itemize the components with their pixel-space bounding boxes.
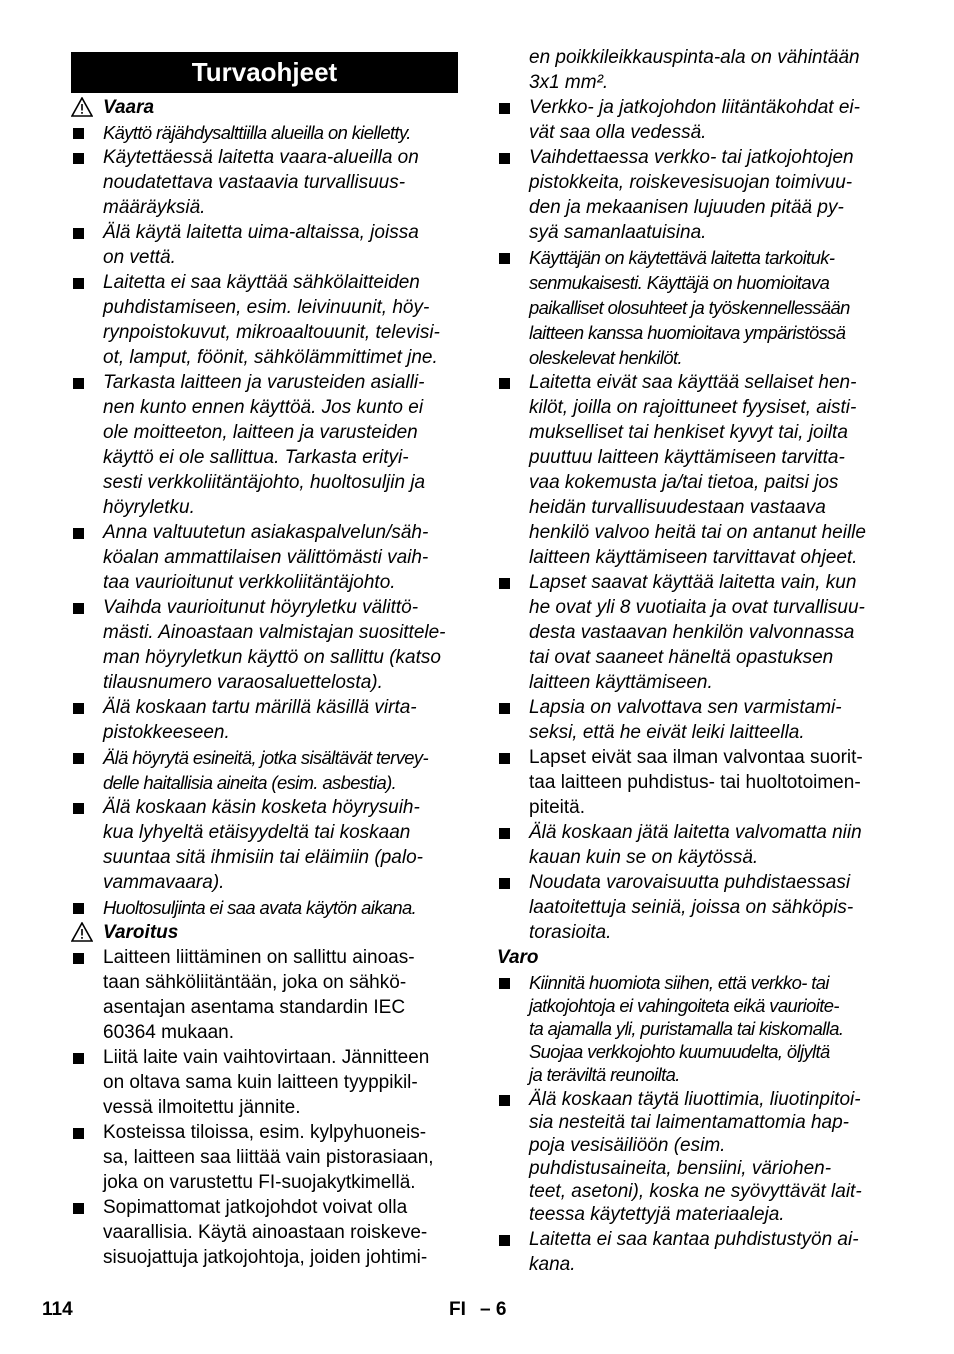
- list-item-line: Vaihdettaessa verkko- tai jatkojohtojen: [529, 147, 854, 168]
- list-item-line: ja teräviltä reunoilta.: [529, 1064, 680, 1085]
- list-item-line: henkilö valvoo heitä tai on antanut heille: [529, 522, 866, 543]
- list-item-line: mästi. Ainoastaan valmistajan suosittele-: [103, 622, 446, 643]
- bullet-icon: [499, 703, 510, 714]
- list-item-line: Laitetta ei saa käyttää sähkölaitteiden: [103, 272, 420, 293]
- section-title: Turvaohjeet: [71, 52, 458, 93]
- bullet-icon: [499, 253, 510, 264]
- list-item-line: noudatettava vastaavia turvallisuus-: [103, 172, 406, 193]
- list-item-line: man höyryletkun käyttö on sallittu (katso: [103, 647, 441, 668]
- list-item-line: Liitä laite vain vaihtovirtaan. Jännitteen: [103, 1047, 430, 1068]
- warning-triangle-icon: [71, 97, 93, 117]
- bullet-icon: [499, 103, 510, 114]
- list-item-line: en poikkileikkauspinta-ala on vähintään: [529, 47, 860, 68]
- list-item-line: poja vesisäiliöön (esim.: [529, 1135, 726, 1156]
- bullet-icon: [73, 603, 84, 614]
- list-item-line: kana.: [529, 1254, 576, 1275]
- list-item-line: taan sähköliitäntään, joka on sähkö-: [103, 972, 407, 993]
- list-item-line: Noudata varovaisuutta puhdistaessasi: [529, 872, 851, 893]
- list-item-line: Laitteen liittäminen on sallittu ainoas-: [103, 947, 415, 968]
- list-item-line: senmukaisesti. Käyttäjä on huomioitava: [529, 272, 830, 293]
- list-item-line: kua lyhyeltä etäisyydeltä tai koskaan: [103, 822, 411, 843]
- list-item-line: pistokkeeseen.: [103, 722, 230, 743]
- list-item-line: pistokkeita, roiskevesisuojan toimivuu-: [529, 172, 853, 193]
- bullet-icon: [73, 1128, 84, 1139]
- list-item-line: ta ajamalla yli, puristamalla tai kiskomalla.: [529, 1018, 844, 1039]
- list-item-line: sa, laitteen saa liittää vain pistorasiaan,: [103, 1147, 434, 1168]
- list-item-line: den ja mekaanisen lujuuden pitää py-: [529, 197, 844, 218]
- list-item-line: Anna valtuutetun asiakaspalvelun/säh-: [103, 522, 429, 543]
- bullet-icon: [499, 378, 510, 389]
- list-item-line: taa laitteen puhdistus- tai huoltotoimen-: [529, 772, 861, 793]
- bullet-icon: [499, 1235, 510, 1246]
- list-item-line: heidän turvallisuudestaan vastaava: [529, 497, 826, 518]
- list-item-line: Käytettäessä laitetta vaara-alueilla on: [103, 147, 419, 168]
- list-item-line: sisuojattuja jatkojohtoja, joiden johtimi-: [103, 1247, 428, 1268]
- list-item-line: vammavaara).: [103, 872, 225, 893]
- list-item-line: sia nesteitä tai laimentamattomia hap-: [529, 1112, 849, 1133]
- list-item-line: Laitetta ei saa kantaa puhdistustyön ai-: [529, 1229, 859, 1250]
- list-item-line: Lapsia on valvottava sen varmistami-: [529, 697, 842, 718]
- bullet-icon: [73, 278, 84, 289]
- bullet-icon: [499, 153, 510, 164]
- bullet-icon: [73, 1053, 84, 1064]
- list-item-line: syä samanlaatuisina.: [529, 222, 707, 243]
- list-item-line: he ovat yli 8 vuotiaita ja ovat turvallisuu-: [529, 597, 865, 618]
- language-code: FI: [449, 1299, 466, 1320]
- list-item-line: Vaihda vaurioitunut höyryletku välittö-: [103, 597, 419, 618]
- heading-varoitus: Varoitus: [103, 922, 179, 943]
- bullet-icon: [73, 153, 84, 164]
- list-item-line: torasioita.: [529, 922, 612, 943]
- list-item-line: Lapset saavat käyttää laitetta vain, kun: [529, 572, 857, 593]
- list-item-line: vät saa olla vedessä.: [529, 122, 707, 143]
- list-item-line: oleskelevat henkilöt.: [529, 347, 683, 368]
- list-item-line: Älä käytä laitetta uima-altaissa, joissa: [103, 222, 419, 243]
- bullet-icon: [499, 1095, 510, 1106]
- list-item-line: Kiinnitä huomiota siihen, että verkko- tai: [529, 972, 829, 993]
- list-item-line: ole moitteeton, laitteen ja varusteiden: [103, 422, 418, 443]
- list-item-line: Älä koskaan tartu märillä käsillä virta-: [103, 697, 417, 718]
- list-item-line: kauan kuin se on käytössä.: [529, 847, 759, 868]
- list-item-line: Älä koskaan jätä laitetta valvomatta niin: [529, 822, 862, 843]
- section-number: – 6: [480, 1299, 507, 1320]
- list-item-line: seksi, että he eivät leiki laitteella.: [529, 722, 805, 743]
- list-item-line: jatkojohtoja ei vahingoiteta eikä vaurioite-: [529, 995, 839, 1016]
- bullet-icon: [73, 228, 84, 239]
- list-item-line: puhdistamiseen, esim. leivinuunit, höy-: [103, 297, 430, 318]
- list-item-line: on oltava sama kuin laitteen tyyppikil-: [103, 1072, 418, 1093]
- list-item-line: mukselliset tai henkiset kyvyt tai, joilta: [529, 422, 848, 443]
- list-item-line: desta vastaavan henkilön valvonnassa: [529, 622, 855, 643]
- list-item-line: Käyttö räjähdysalttiilla alueilla on kielletty.: [103, 122, 411, 143]
- bullet-icon: [73, 953, 84, 964]
- list-item-line: asentajan asentama standardin IEC: [103, 997, 406, 1018]
- list-item-line: vessä ilmoitettu jännite.: [103, 1097, 301, 1118]
- list-item-line: 3x1 mm².: [529, 72, 609, 93]
- list-item-line: käyttö ei ole sallittua. Tarkasta erityi-: [103, 447, 409, 468]
- list-item-line: vaa kokemusta ja/tai tietoa, paitsi jos: [529, 472, 839, 493]
- heading-varo: Varo: [497, 947, 539, 968]
- list-item-line: Verkko- ja jatkojohdon liitäntäkohdat ei-: [529, 97, 860, 118]
- list-item-line: paikalliset olosuhteet ja työskennellessään: [529, 297, 850, 318]
- list-item-line: laatoitettuja seiniä, joissa on sähköpis-: [529, 897, 854, 918]
- list-item-line: delle haitallisia aineita (esim. asbestia).: [103, 772, 397, 793]
- list-item-line: Suojaa verkkojohto kuumuudelta, öljyltä: [529, 1041, 830, 1062]
- bullet-icon: [73, 128, 84, 139]
- bullet-icon: [73, 703, 84, 714]
- bullet-icon: [499, 978, 510, 989]
- list-item-line: Huoltosuljinta ei saa avata käytön aikana.: [103, 897, 417, 918]
- list-item-line: laitteen käyttämiseen tarvittavat ohjeet.: [529, 547, 858, 568]
- list-item-line: Älä höyrytä esineitä, jotka sisältävät tervey-: [103, 747, 429, 768]
- bullet-icon: [499, 578, 510, 589]
- list-item-line: tilausnumero varaosaluettelosta).: [103, 672, 383, 693]
- list-item-line: nen kunto ennen käyttöä. Jos kunto ei: [103, 397, 424, 418]
- list-item-line: puuttuu laitteen käyttämiseen tarvitta-: [529, 447, 845, 468]
- list-item-line: Laitetta eivät saa käyttää sellaiset hen-: [529, 372, 857, 393]
- list-item-line: Sopimattomat jatkojohdot voivat olla: [103, 1197, 408, 1218]
- list-item-line: ot, lamput, föönit, sähkölämmittimet jne.: [103, 347, 438, 368]
- list-item-line: on vettä.: [103, 247, 176, 268]
- list-item-line: tai ovat saaneet häneltä opastuksen: [529, 647, 834, 668]
- bullet-icon: [499, 878, 510, 889]
- heading-vaara: Vaara: [103, 97, 155, 118]
- bullet-icon: [73, 1203, 84, 1214]
- bullet-icon: [499, 828, 510, 839]
- page-number: 114: [42, 1299, 73, 1320]
- list-item-line: teet, asetoni), koska ne syövyttävät lait-: [529, 1181, 862, 1202]
- bullet-icon: [73, 528, 84, 539]
- bullet-icon: [73, 903, 84, 914]
- list-item-line: Käyttäjän on käytettävä laitetta tarkoituk-: [529, 247, 835, 268]
- list-item-line: Älä koskaan käsin kosketa höyrysuih-: [103, 797, 420, 818]
- list-item-line: piteitä.: [529, 797, 585, 818]
- list-item-line: joka on varustettu FI-suojakytkimellä.: [103, 1172, 416, 1193]
- list-item-line: Kosteissa tiloissa, esim. kylpyhuoneis-: [103, 1122, 427, 1143]
- bullet-icon: [73, 803, 84, 814]
- list-item-line: sesti verkkoliitäntäjohto, huoltosuljin ja: [103, 472, 426, 493]
- list-item-line: laitteen käyttämiseen.: [529, 672, 713, 693]
- list-item-line: laitteen kanssa huomioitava ympäristössä: [529, 322, 846, 343]
- list-item-line: suuntaa sitä ihmisiin tai eläimiin (palo-: [103, 847, 423, 868]
- list-item-line: määräyksiä.: [103, 197, 206, 218]
- list-item-line: kilöt, joilla on rajoittuneet fyysiset, aisti-: [529, 397, 857, 418]
- bullet-icon: [73, 753, 84, 764]
- list-item-line: Lapset eivät saa ilman valvontaa suorit-: [529, 747, 863, 768]
- list-item-line: teessa käytettyjä materiaaleja.: [529, 1204, 785, 1225]
- list-item-line: puhdistusaineita, bensiini, väriohen-: [529, 1158, 832, 1179]
- list-item-line: 60364 mukaan.: [103, 1022, 234, 1043]
- list-item-line: Tarkasta laitteen ja varusteiden asialli-: [103, 372, 425, 393]
- bullet-icon: [499, 753, 510, 764]
- list-item-line: Älä koskaan täytä liuottimia, liuotinpitoi-: [529, 1089, 861, 1110]
- bullet-icon: [73, 378, 84, 389]
- list-item-line: höyryletku.: [103, 497, 195, 518]
- list-item-line: rynpoistokuvut, mikroaaltouunit, televisi-: [103, 322, 440, 343]
- list-item-line: taa vaurioitunut verkkoliitäntäjohto.: [103, 572, 396, 593]
- list-item-line: vaarallisia. Käytä ainoastaan roiskeve-: [103, 1222, 428, 1243]
- list-item-line: köalan ammattilaisen välittömästi vaih-: [103, 547, 429, 568]
- warning-triangle-icon: [71, 922, 93, 942]
